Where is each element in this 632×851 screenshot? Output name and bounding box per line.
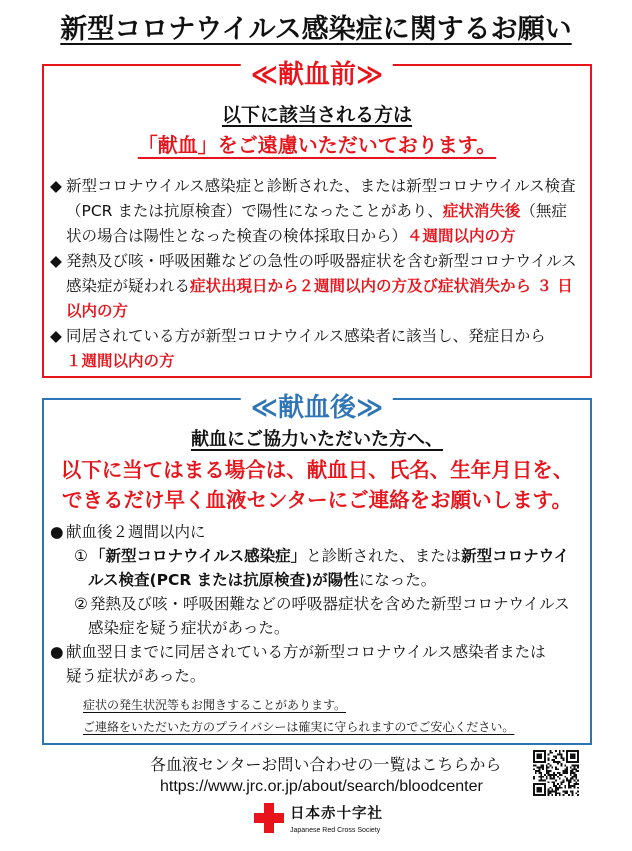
subitem-emphasis: ルス検査(PCR または抗原検査)が陽性 [88, 571, 359, 589]
logo-name-english: Japanese Red Cross Society [290, 827, 381, 834]
circled-number-1: ① [74, 547, 88, 565]
after-item-1 [44, 520, 590, 640]
condition-line [44, 249, 590, 274]
diamond-bullet: ◆ [50, 327, 62, 345]
after-subitem-line [44, 616, 590, 640]
circled-number-2: ② [74, 595, 88, 613]
after-item-text: 献血後２週間以内に [66, 523, 206, 541]
after-alert [44, 455, 590, 515]
red-cross-shape [254, 803, 284, 833]
condition-line [44, 299, 590, 324]
blood-center-lookup-text: 各血液センターお問い合わせの一覧はこちらから [150, 755, 502, 774]
after-greeting [44, 428, 590, 452]
after-item-line [44, 664, 590, 688]
after-alert-line-1: 以下に当てはまる場合は、献血日、氏名、生年月日を、 [60, 458, 574, 482]
page-title [0, 13, 632, 47]
after-subitem-line [44, 592, 590, 616]
after-alert-line-2: できるだけ早く血液センターにご連絡をお願いします。 [61, 488, 573, 512]
after-item-text: 疑う症状があった。 [66, 667, 206, 685]
after-conditions-list [44, 520, 590, 688]
before-intro [44, 102, 590, 128]
after-subitem-line [44, 568, 590, 592]
condition-text: 状の場合は陽性となった検査の検体採取日から） [66, 227, 408, 245]
after-subitem-2 [44, 592, 590, 640]
condition-text: （無症 [520, 202, 567, 220]
logo-name-japanese: 日本赤十字社 [290, 806, 383, 822]
subitem-text: 感染症を疑う症状があった。 [88, 619, 290, 637]
circle-bullet: ● [50, 643, 64, 661]
before-conditions-list [44, 174, 590, 374]
after-item-text: 献血翌日までに同居されている方が新型コロナウイルス感染者または [66, 643, 546, 661]
after-subitem-line [44, 544, 590, 568]
diamond-bullet: ◆ [50, 252, 62, 270]
subitem-text: 発熱及び咳・呼吸困難などの呼吸器症状を含めた新型コロナウイルス [90, 595, 570, 613]
after-donation-box [42, 393, 592, 745]
condition-text: （PCR または抗原検査）で陽性になったことがあり、 [66, 202, 443, 220]
condition-text: 発熱及び咳・呼吸困難などの急性の呼吸器症状を含む新型コロナウイルス [66, 252, 577, 270]
condition-line [44, 324, 590, 349]
condition-emphasis: １週間以内の方 [66, 352, 175, 370]
condition-emphasis: 症状出現日から２週間以内の方及び症状消失から ３ 日 [190, 277, 573, 295]
condition-item-3 [44, 324, 590, 374]
note-line [83, 694, 514, 716]
condition-item-1 [44, 174, 590, 249]
note-text: 症状の発生状況等もお聞きすることがあります。 [83, 698, 347, 712]
condition-emphasis: 症状消失後 [442, 202, 521, 220]
subitem-text: になった。 [358, 571, 437, 589]
note-line [83, 716, 514, 738]
condition-line [44, 349, 590, 374]
before-donation-heading: ≪献血前≫ [241, 60, 393, 90]
after-subitem-1 [44, 544, 590, 592]
condition-line [44, 174, 590, 199]
after-notes [83, 694, 514, 738]
diamond-bullet: ◆ [50, 177, 62, 195]
after-item-line [44, 520, 590, 544]
subitem-emphasis: 「新型コロナウイルス感染症」 [90, 547, 307, 565]
subitem-text: と診断された、または [306, 547, 462, 565]
circle-bullet: ● [50, 523, 64, 541]
after-greeting-text: 献血にご協力いただいた方へ、 [191, 429, 443, 450]
qr-code-icon [533, 750, 579, 796]
before-request [44, 131, 590, 159]
note-text: ご連絡をいただいた方のプライバシーは確実に守られますのでご安心ください。 [83, 720, 515, 734]
condition-line [44, 224, 590, 249]
condition-line [44, 199, 590, 224]
after-item-line [44, 640, 590, 664]
condition-line [44, 274, 590, 299]
subitem-emphasis: 新型コロナウイ [461, 547, 570, 565]
blood-center-url[interactable]: https://www.jrc.or.jp/about/search/bloodcenter [160, 778, 483, 795]
page-title-text: 新型コロナウイルス感染症に関するお願い [60, 14, 572, 45]
condition-item-2 [44, 249, 590, 324]
condition-text: 感染症が疑われる [66, 277, 191, 295]
condition-text: 新型コロナウイルス感染症と診断された、または新型コロナウイルス検査 [66, 177, 576, 195]
condition-emphasis: ４週間以内の方 [407, 227, 516, 245]
condition-text: 同居されている方が新型コロナウイルス感染者に該当し、発症日から [66, 327, 546, 345]
after-item-2 [44, 640, 590, 688]
before-intro-text: 以下に該当される方は [221, 104, 412, 126]
condition-emphasis: 以内の方 [66, 302, 129, 320]
before-donation-box [42, 60, 592, 378]
after-donation-heading: ≪献血後≫ [241, 393, 393, 423]
red-cross-icon [254, 803, 284, 833]
before-request-text: 「献血」をご遠慮いただいております。 [137, 133, 497, 157]
